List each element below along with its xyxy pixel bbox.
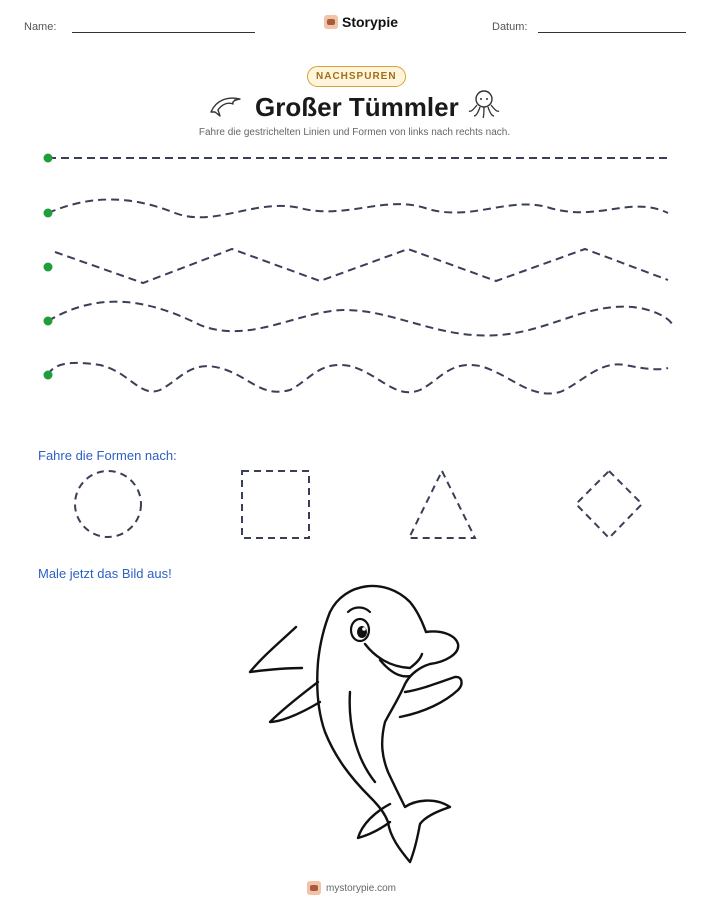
start-dot — [44, 371, 53, 380]
dolphin-icon — [208, 90, 244, 120]
brand-name: Storypie — [342, 14, 399, 30]
start-dot — [44, 317, 53, 326]
footer-url[interactable]: mystorypie.com — [326, 882, 397, 894]
trace-line-wave — [48, 200, 668, 218]
shapes-heading: Fahre die Formen nach: — [38, 448, 177, 463]
dolphin-coloring-image — [240, 572, 470, 867]
trace-line-wave-2 — [48, 302, 672, 336]
start-dot — [44, 154, 53, 163]
date-field[interactable] — [538, 32, 686, 33]
nachspuren-badge: NACHSPUREN — [307, 66, 406, 87]
trace-line-bumps — [48, 363, 668, 394]
name-field[interactable] — [72, 32, 255, 33]
trace-shape-triangle — [409, 471, 475, 538]
date-label: Datum: — [492, 21, 528, 33]
tracing-shapes — [0, 462, 709, 548]
trace-shape-square — [242, 471, 309, 538]
storypie-logo-icon — [307, 881, 321, 895]
coloring-heading: Male jetzt das Bild aus! — [38, 566, 172, 581]
start-dot — [44, 263, 53, 272]
start-dot — [44, 209, 53, 218]
trace-line-zigzag — [55, 249, 668, 283]
storypie-logo-icon — [324, 15, 338, 29]
footer — [307, 881, 396, 895]
page-title: Großer Tümmler — [255, 92, 459, 122]
brand — [324, 14, 398, 30]
tracing-lines — [0, 140, 709, 400]
instructions: Fahre die gestrichelten Linien und Formen von links nach rechts nach. — [198, 127, 511, 138]
trace-shape-circle — [75, 471, 141, 537]
trace-shape-diamond — [576, 471, 642, 538]
name-label: Name: — [24, 21, 57, 33]
octopus-icon — [467, 88, 501, 120]
